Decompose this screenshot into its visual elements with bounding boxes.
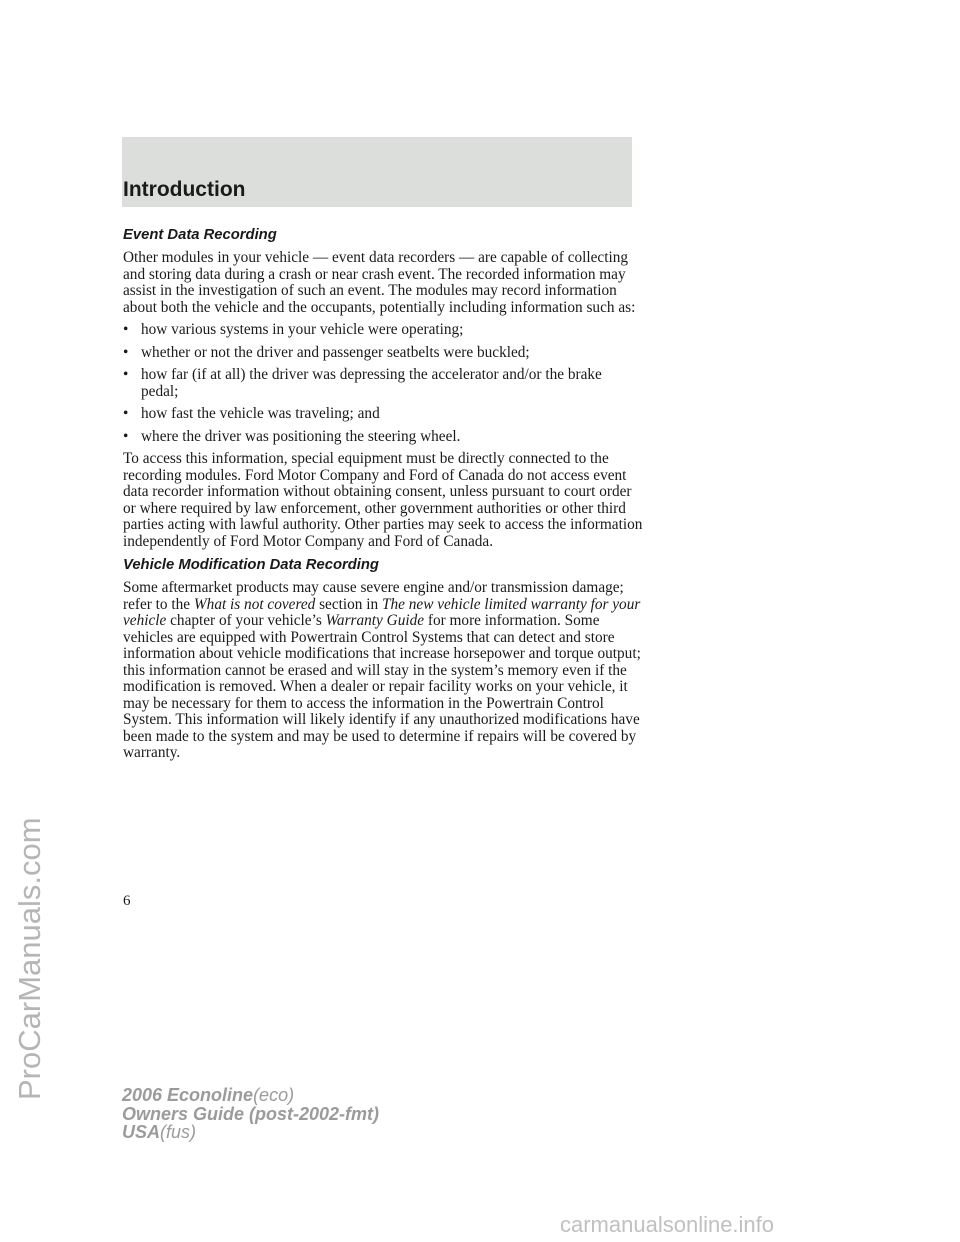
- ref-warranty-guide: Warranty Guide: [325, 612, 425, 629]
- list-item-text: how fast the vehicle was traveling; and: [141, 405, 380, 422]
- bullet-icon: •: [123, 405, 129, 422]
- event-data-bullet-list: [123, 322, 643, 445]
- footer-model: 2006 Econoline: [122, 1085, 254, 1105]
- modification-text-3: chapter of your vehicle’s: [166, 612, 326, 629]
- footer-line-1: [122, 1086, 379, 1105]
- bullet-icon: •: [123, 366, 129, 383]
- footer-market: USA: [122, 1122, 161, 1142]
- page-content: [123, 226, 643, 768]
- footer-imprint: [122, 1086, 379, 1142]
- bullet-icon: •: [123, 343, 129, 361]
- event-data-access-paragraph: To access this information, special equipment must be directly connected to the recording modules. Ford Motor Company and Ford of Canada do not access event data recorder information without obtaining consent, unless pursuant to court order or where required by law enforcement, other government authorities or other third parties acting with lawful authority. Other parties may seek to access the information independently of Ford Motor Company and Ford of Canada.: [123, 450, 643, 550]
- event-data-heading: Event Data Recording: [123, 227, 277, 243]
- list-item-text: where the driver was positioning the steering wheel.: [141, 427, 461, 445]
- list-item-text: whether or not the driver and passenger seatbelts were buckled;: [141, 343, 530, 361]
- list-item: [123, 429, 643, 446]
- list-item: [123, 345, 643, 362]
- modification-text-4: for more information. Some vehicles are equipped with Powertrain Control Systems that can detect and store information about vehicle modifications that increase horsepower and torque output; this information cannot be erased and will stay in the system’s memory even if the modification is removed. When a dealer or repair facility works on your vehicle, it may be necessary for them to access the information in the Powertrain Control System. This information will likely identify if any unauthorized modifications have been made to the system and may be used to determine if repairs will be covered by warranty.: [123, 612, 641, 761]
- modification-paragraph: [123, 580, 643, 762]
- footer-model-code: (eco): [253, 1085, 295, 1105]
- list-item: [123, 406, 643, 423]
- list-item: [123, 322, 643, 339]
- bullet-icon: •: [123, 321, 129, 338]
- page-number: 6: [123, 893, 131, 909]
- ref-what-is-not-covered: What is not covered: [193, 595, 316, 613]
- list-item-text: how various systems in your vehicle were operating;: [141, 321, 464, 338]
- bullet-icon: •: [123, 427, 129, 445]
- list-item-text: how far (if at all) the driver was depressing the accelerator and/or the brake pedal;: [141, 366, 602, 400]
- modification-heading: Vehicle Modification Data Recording: [123, 557, 379, 573]
- side-watermark: ProCarManuals.com: [12, 817, 47, 1100]
- chapter-title: Introduction: [123, 178, 246, 201]
- bottom-watermark: carmanualsonline.info: [560, 1212, 775, 1237]
- list-item: [123, 367, 643, 400]
- footer-market-code: (fus): [160, 1122, 197, 1142]
- ref-new-vehicle-warranty: The new vehicle limited warranty for your vehicle: [123, 595, 641, 629]
- footer-line-2: Owners Guide (post-2002-fmt): [122, 1103, 380, 1124]
- modification-text-1: Some aftermarket products may cause severe engine and/or transmission damage; refer to the: [123, 579, 624, 613]
- event-data-intro: Other modules in your vehicle — event data recorders — are capable of collecting and storing data during a crash or near crash event. The recorded information may assist in the investigation of such an event. The modules may record information about both the vehicle and the occupants, potentially including information such as:: [123, 249, 636, 316]
- footer-line-3: [122, 1123, 379, 1142]
- modification-text-2: section in: [315, 595, 382, 613]
